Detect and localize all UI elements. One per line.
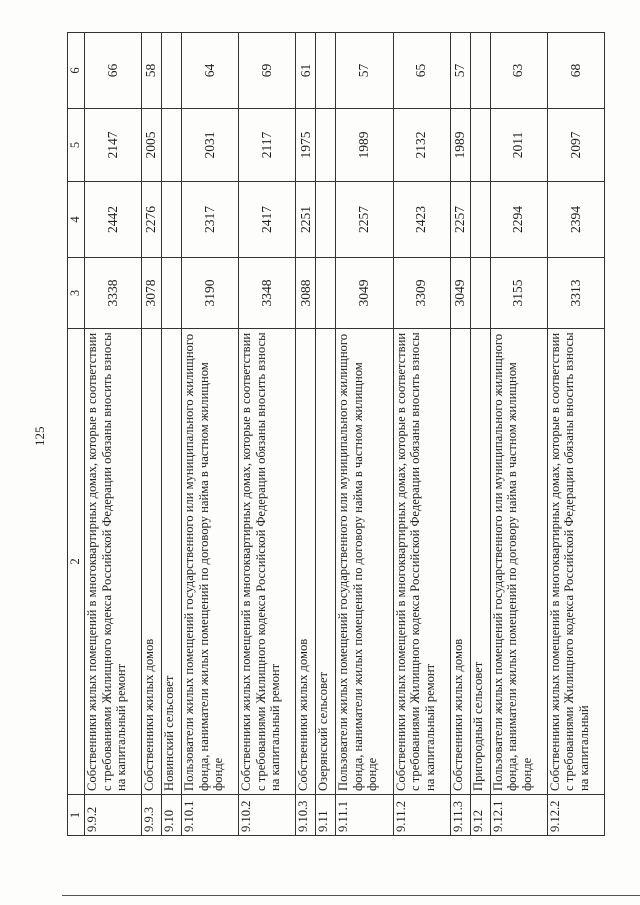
cell-desc: Собственники жилых помещений в многоквартирных домах, которые в соответствии с требованиями Жилищного кодекса Российской Федерации обязаны вносить взносы на капитальный — [547, 329, 604, 795]
table-row — [490, 33, 547, 836]
table-row — [470, 33, 490, 836]
cell-c6: 68 — [547, 33, 604, 109]
cell-code: 9.11 — [316, 795, 336, 836]
cell-code: 9.9.3 — [142, 795, 162, 836]
cell-c3: 3155 — [490, 258, 547, 329]
cell-c3: 3313 — [547, 258, 604, 329]
cell-c6: 66 — [85, 33, 142, 109]
cell-c5: 2147 — [85, 109, 142, 182]
cell-c6: 64 — [182, 33, 239, 109]
cell-c5: 2117 — [239, 109, 296, 182]
cell-c3 — [162, 258, 182, 329]
cell-desc: Собственники жилых помещений в многоквартирных домах, которые в соответствии с требованиями Жилищного кодекса Российской Федерации обязаны вносить взносы на капитальный ремонт — [239, 329, 296, 795]
cell-code: 9.12.1 — [490, 795, 547, 836]
cell-c4: 2276 — [142, 182, 162, 258]
cell-c6 — [470, 33, 490, 109]
cell-desc: Пользователи жилых помещений государственного или муниципального жилищного фонда, наниматели жилых помещений по договору найма в частном жилищном фонде — [182, 329, 239, 795]
cell-c5: 2132 — [393, 109, 450, 182]
cell-c5: 2097 — [547, 109, 604, 182]
cell-c6 — [162, 33, 182, 109]
cell-c3: 3338 — [85, 258, 142, 329]
cell-c4: 2257 — [450, 182, 470, 258]
table-row — [393, 33, 450, 836]
cell-desc: Собственники жилых помещений в многоквартирных домах, которые в соответствии с требованиями Жилищного кодекса Российской Федерации обязаны вносить взносы на капитальный ремонт — [85, 329, 142, 795]
cell-desc: Собственники жилых домов — [450, 329, 470, 795]
cell-c6: 63 — [490, 33, 547, 109]
cell-c4: 2442 — [85, 182, 142, 258]
cell-desc: Собственники жилых домов — [296, 329, 316, 795]
cell-c5: 1989 — [450, 109, 470, 182]
cell-desc: Пригородный сельсовет — [470, 329, 490, 795]
table-row — [182, 33, 239, 836]
cell-c3: 3190 — [182, 258, 239, 329]
col-header-3: 3 — [68, 258, 85, 329]
cell-c5: 1975 — [296, 109, 316, 182]
cell-c3 — [316, 258, 336, 329]
cell-c3: 3049 — [336, 258, 393, 329]
cell-c4: 2294 — [490, 182, 547, 258]
col-header-1: 1 — [68, 795, 85, 836]
cell-c6: 58 — [142, 33, 162, 109]
table-row — [142, 33, 162, 836]
table-row — [162, 33, 182, 836]
cell-c5 — [162, 109, 182, 182]
cell-c4: 2257 — [336, 182, 393, 258]
page-number: 125 — [32, 426, 47, 446]
table-row — [547, 33, 604, 836]
cell-c3: 3049 — [450, 258, 470, 329]
cell-code: 9.10.1 — [182, 795, 239, 836]
cell-c5: 2031 — [182, 109, 239, 182]
header-row — [68, 33, 85, 836]
cell-c5 — [316, 109, 336, 182]
cell-c4 — [316, 182, 336, 258]
cell-c6: 57 — [450, 33, 470, 109]
cell-c6: 61 — [296, 33, 316, 109]
cell-c4: 2251 — [296, 182, 316, 258]
cell-c3 — [470, 258, 490, 329]
cell-c5 — [470, 109, 490, 182]
table-row — [450, 33, 470, 836]
table-row — [336, 33, 393, 836]
cell-c3: 3348 — [239, 258, 296, 329]
cell-code: 9.11.1 — [336, 795, 393, 836]
cell-c4: 2417 — [239, 182, 296, 258]
cell-c5: 2011 — [490, 109, 547, 182]
cell-desc: Озерянский сельсовет — [316, 329, 336, 795]
table-row — [316, 33, 336, 836]
cell-code: 9.10.2 — [239, 795, 296, 836]
cell-code: 9.12 — [470, 795, 490, 836]
cell-c4: 2317 — [182, 182, 239, 258]
cell-desc: Пользователи жилых помещений государственного или муниципального жилищного фонда, наниматели жилых помещений по договору найма в частном жилищном фонде — [336, 329, 393, 795]
cell-c6: 69 — [239, 33, 296, 109]
rotated-table-container — [67, 33, 605, 836]
cell-c3: 3088 — [296, 258, 316, 329]
cell-code: 9.11.3 — [450, 795, 470, 836]
col-header-5: 5 — [68, 109, 85, 182]
cell-c4 — [162, 182, 182, 258]
cell-c4: 2423 — [393, 182, 450, 258]
cell-code: 9.11.2 — [393, 795, 450, 836]
table-row — [239, 33, 296, 836]
cell-code: 9.12.2 — [547, 795, 604, 836]
bottom-rule — [62, 895, 640, 896]
cell-c4: 2394 — [547, 182, 604, 258]
cell-c5: 1989 — [336, 109, 393, 182]
col-header-6: 6 — [68, 33, 85, 109]
col-header-2: 2 — [68, 329, 85, 795]
cell-desc: Собственники жилых домов — [142, 329, 162, 795]
col-header-4: 4 — [68, 182, 85, 258]
cell-desc: Новинский сельсовет — [162, 329, 182, 795]
cell-c6: 65 — [393, 33, 450, 109]
table-row — [85, 33, 142, 836]
cell-c6 — [316, 33, 336, 109]
tariff-table — [67, 32, 605, 836]
cell-code: 9.10 — [162, 795, 182, 836]
cell-c5: 2005 — [142, 109, 162, 182]
table-row — [296, 33, 316, 836]
cell-c6: 57 — [336, 33, 393, 109]
cell-code: 9.9.2 — [85, 795, 142, 836]
cell-c3: 3309 — [393, 258, 450, 329]
cell-desc: Собственники жилых помещений в многоквартирных домах, которые в соответствии с требованиями Жилищного кодекса Российской Федерации обязаны вносить взносы на капитальный ремонт — [393, 329, 450, 795]
cell-c3: 3078 — [142, 258, 162, 329]
cell-c4 — [470, 182, 490, 258]
cell-desc: Пользователи жилых помещений государственного или муниципального жилищного фонда, наниматели жилых помещений по договору найма в частном жилищном фонде — [490, 329, 547, 795]
cell-code: 9.10.3 — [296, 795, 316, 836]
table-body — [85, 33, 605, 836]
